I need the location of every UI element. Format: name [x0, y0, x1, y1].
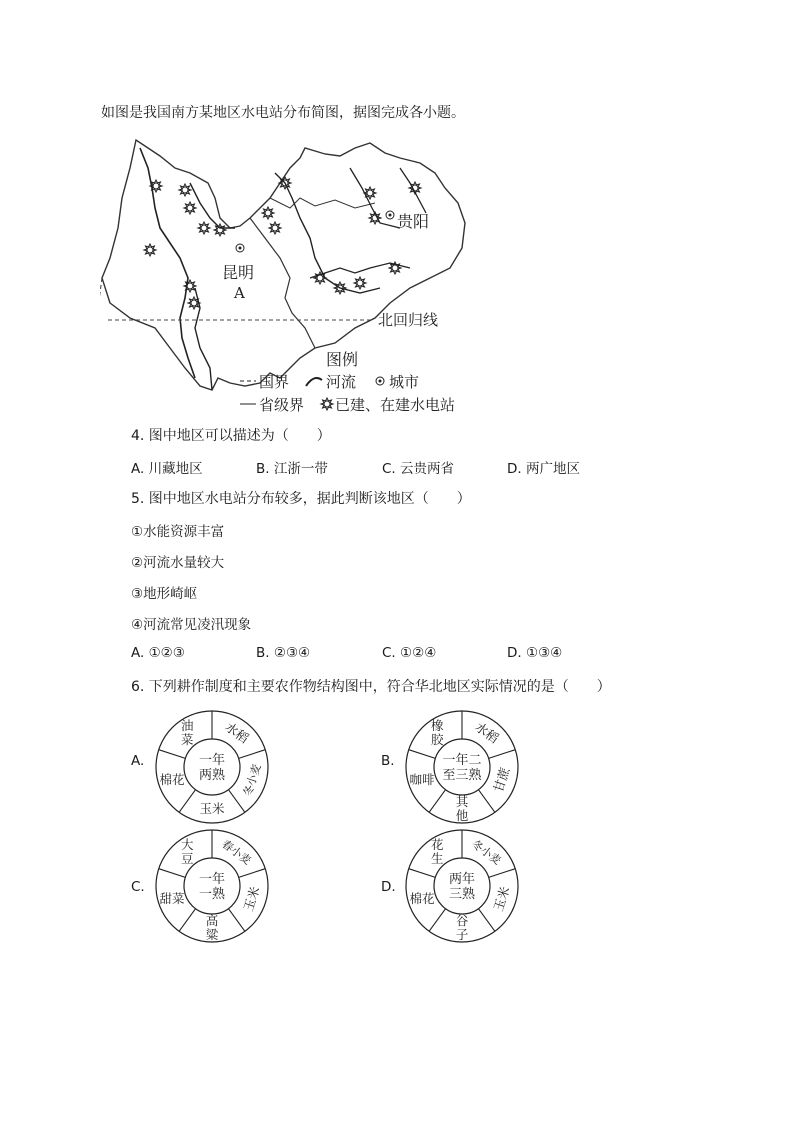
wheel-divider	[429, 790, 445, 813]
wheel-divider	[159, 869, 186, 878]
wheel-crop-label: 油菜	[181, 718, 194, 748]
legend-title: 图例	[326, 350, 359, 369]
province-border	[250, 218, 315, 348]
legend-border: 国界	[259, 373, 290, 391]
river	[350, 168, 400, 228]
crop-wheel-a	[152, 707, 272, 827]
legend-river: 河流	[326, 373, 357, 391]
q6-option-c[interactable]: C.	[131, 879, 145, 895]
wheel-center-text: 两年	[448, 872, 476, 887]
city-label-guiyang: 贵阳	[397, 212, 430, 231]
wheel-crop-label: 玉米	[199, 801, 225, 816]
wheel-divider	[179, 909, 195, 932]
wheel-divider	[179, 790, 195, 813]
tropic-label: 北回归线	[378, 311, 439, 329]
wheel-crop-label: 棉花	[159, 771, 185, 787]
legend-station: 已建、在建水电站	[335, 396, 456, 414]
q4-stem: 4. 图中地区可以描述为（ ）	[131, 428, 331, 444]
wheel-crop-label: 冬小麦	[241, 762, 264, 798]
wheel-crop-label: 花生	[431, 837, 444, 867]
city-marker-guiyang	[386, 211, 394, 219]
wheel-crop-label: 冬小麦	[469, 837, 504, 868]
q5-stem: 5. 图中地区水电站分布较多，据此判断该地区（ ）	[131, 491, 471, 507]
city-label-kunming: 昆明	[222, 263, 255, 282]
wheel-divider	[409, 750, 436, 759]
wheel-divider	[228, 909, 244, 932]
q6-stem: 6. 下列耕作制度和主要农作物结构图中，符合华北地区实际情况的是（ ）	[131, 679, 611, 695]
wheel-center-text: 一年二	[442, 753, 482, 768]
legend-city: 城市	[389, 373, 420, 391]
wheel-crop-label: 甜菜	[159, 890, 185, 906]
wheel-divider	[489, 869, 516, 878]
legend-city-icon	[376, 377, 384, 385]
q5-item-2: ②河流水量较大	[131, 555, 225, 571]
wheel-crop-label: 咖啡	[409, 771, 435, 787]
wheel-center-text: 一年	[198, 753, 226, 768]
wheel-center-text: 两熟	[198, 768, 226, 783]
q4-option-c[interactable]: C. 云贵两省	[382, 461, 455, 477]
wheel-center-text: 三熟	[448, 887, 476, 902]
wheel-center-text: 一熟	[198, 887, 226, 902]
q6-option-d[interactable]: D.	[381, 879, 396, 895]
wheel-divider	[478, 790, 494, 813]
wheel-crop-label: 其他	[455, 794, 469, 823]
q5-option-b[interactable]: B. ②③④	[256, 645, 311, 661]
wheel-crop-label: 橡胶	[431, 718, 444, 748]
wheel-crop-label: 玉米	[490, 884, 513, 914]
wheel-center-text: 一年	[198, 872, 226, 887]
wheel-crop-label: 大豆	[181, 837, 194, 867]
wheel-crop-label: 高粱	[205, 913, 219, 942]
q5-item-3: ③地形崎岖	[131, 586, 198, 602]
wheel-crop-label: 谷子	[455, 913, 469, 942]
q4-option-a[interactable]: A. 川藏地区	[131, 461, 203, 477]
river	[275, 173, 380, 293]
national-border	[100, 278, 102, 308]
q5-option-a[interactable]: A. ①②③	[131, 645, 185, 661]
wheel-crop-label: 甘蔗	[490, 765, 513, 795]
label-a: A	[234, 284, 245, 302]
q5-option-c[interactable]: C. ①②④	[382, 645, 437, 661]
crop-wheel-d	[402, 826, 522, 946]
legend-station-icon	[321, 398, 333, 410]
intro-text: 如图是我国南方某地区水电站分布简图，据图完成各小题。	[101, 105, 465, 121]
wheel-center-text: 至三熟	[442, 768, 482, 783]
q6-option-a[interactable]: A.	[131, 753, 145, 769]
q6-option-b[interactable]: B.	[381, 753, 395, 769]
q4-option-b[interactable]: B. 江浙一带	[256, 461, 328, 477]
q5-item-4: ④河流常见凌汛现象	[131, 617, 252, 633]
q5-option-d[interactable]: D. ①③④	[507, 645, 563, 661]
hydropower-map	[100, 128, 480, 418]
wheel-divider	[478, 909, 494, 932]
wheel-crop-label: 春小麦	[219, 837, 254, 868]
legend-province: 省级界	[259, 396, 305, 414]
wheel-divider	[239, 750, 266, 759]
wheel-crop-label: 水稻	[472, 719, 502, 747]
wheel-divider	[159, 750, 186, 759]
wheel-divider	[429, 909, 445, 932]
crop-wheel-c	[152, 826, 272, 946]
q5-item-1: ①水能资源丰富	[131, 524, 225, 540]
station-markers	[144, 177, 421, 309]
wheel-divider	[239, 869, 266, 878]
wheel-crop-label: 棉花	[409, 890, 435, 906]
river	[190, 183, 235, 228]
wheel-divider	[409, 869, 436, 878]
wheel-crop-label: 水稻	[222, 719, 252, 747]
q4-option-d[interactable]: D. 两广地区	[507, 461, 580, 477]
crop-wheel-b	[402, 707, 522, 827]
wheel-crop-label: 玉米	[240, 884, 263, 914]
wheel-divider	[489, 750, 516, 759]
river	[140, 148, 195, 378]
city-marker-kunming	[236, 244, 244, 252]
